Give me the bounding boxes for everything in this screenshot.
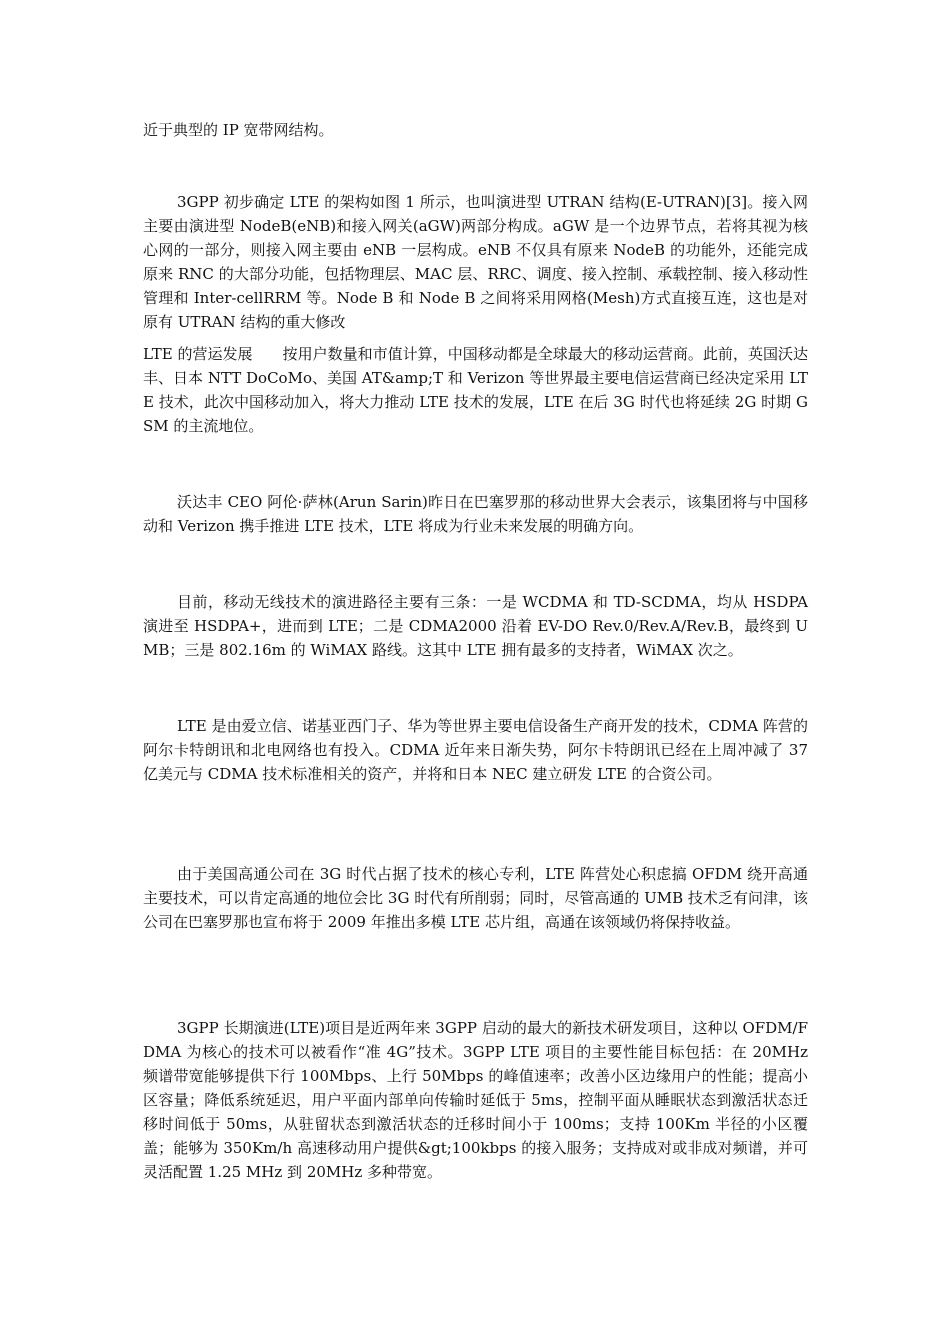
paragraph-intro: 近于典型的 IP 宽带网结构。 [143, 121, 334, 139]
paragraph-equipment-vendors: LTE 是由爱立信、诺基亚西门子、华为等世界主要电信设备生产商开发的技术，CDMA 阵营的阿尔卡特朗讯和北电网络也有投入。CDMA 近年来日渐失势，阿尔卡特朗讯已经在上周冲减了 37 亿美元与 CDMA 技术标准相关的资产，并将和日本 NEC 建立研发 LTE 的合资公司。 [143, 717, 808, 783]
paragraph-vodafone: 沃达丰 CEO 阿伦·萨林(Arun Sarin)昨日在巴塞罗那的移动世界大会表示，该集团将与中国移动和 Verizon 携手推进 LTE 技术，LTE 将成为行业未来发展的明确方向。 [143, 493, 808, 535]
paragraph-lte-operations: LTE 的营运发展 按用户数量和市值计算，中国移动都是全球最大的移动运营商。此前，英国沃达丰、日本 NTT DoCoMo、美国 AT&amp;T 和 Verizon 等世界最主要电信运营商已经决定采用 LTE 技术，此次中国移动加入，将大力推动 LTE 技术的发展，LTE 在后 3G 时代也将延续 2G 时期 GSM 的主流地位。 [143, 345, 808, 435]
paragraph-qualcomm: 由于美国高通公司在 3G 时代占据了技术的核心专利，LTE 阵营处心积虑搞 OFDM 绕开高通主要技术，可以肯定高通的地位会比 3G 时代有所削弱；同时，尽管高通的 UMB 技术乏有问津，该公司在巴塞罗那也宣布将于 2009 年推出多模 LTE 芯片组，高通在该领域仍将保持收益。 [143, 865, 808, 931]
paragraph-evolution-paths: 目前，移动无线技术的演进路径主要有三条：一是 WCDMA 和 TD-SCDMA，均从 HSDPA 演进至 HSDPA+，进而到 LTE；二是 CDMA2000 沿着 EV-DO Rev.0/Rev.A/Rev.B，最终到 UMB；三是 802.16m 的 WiMAX 路线。这其中 LTE 拥有最多的支持者，WiMAX 次之。 [143, 593, 808, 659]
paragraph-lte-architecture: 3GPP 初步确定 LTE 的架构如图 1 所示，也叫演进型 UTRAN 结构(E-UTRAN)[3]。接入网主要由演进型 NodeB(eNB)和接入网关(aGW)两部分构成。aGW 是一个边界节点，若将其视为核心网的一部分，则接入网主要由 eNB 一层构成。eNB 不仅具有原来 NodeB 的功能外，还能完成原来 RNC 的大部分功能，包括物理层、MAC 层、RRC、调度、接入控制、承载控制、接入移动性管理和 Inter-cellRRM 等。Node B 和 Node B 之间将采用网格(Mesh)方式直接互连，这也是对原有 UTRAN 结构的重大修改 [143, 193, 808, 331]
paragraph-3gpp-lte-goals: 3GPP 长期演进(LTE)项目是近两年来 3GPP 启动的最大的新技术研发项目，这种以 OFDM/FDMA 为核心的技术可以被看作“准 4G”技术。3GPP LTE 项目的主要性能目标包括：在 20MHz 频谱带宽能够提供下行 100Mbps、上行 50Mbps 的峰值速率；改善小区边缘用户的性能；提高小区容量；降低系统延迟，用户平面内部单向传输时延低于 5ms，控制平面从睡眠状态到激活状态迁移时间低于 50ms，从驻留状态到激活状态的迁移时间小于 100ms；支持 100Km 半径的小区覆盖；能够为 350Km/h 高速移动用户提供&gt;100kbps 的接入服务；支持成对或非成对频谱，并可灵活配置 1.25 MHz 到 20MHz 多种带宽。 [143, 1019, 808, 1181]
